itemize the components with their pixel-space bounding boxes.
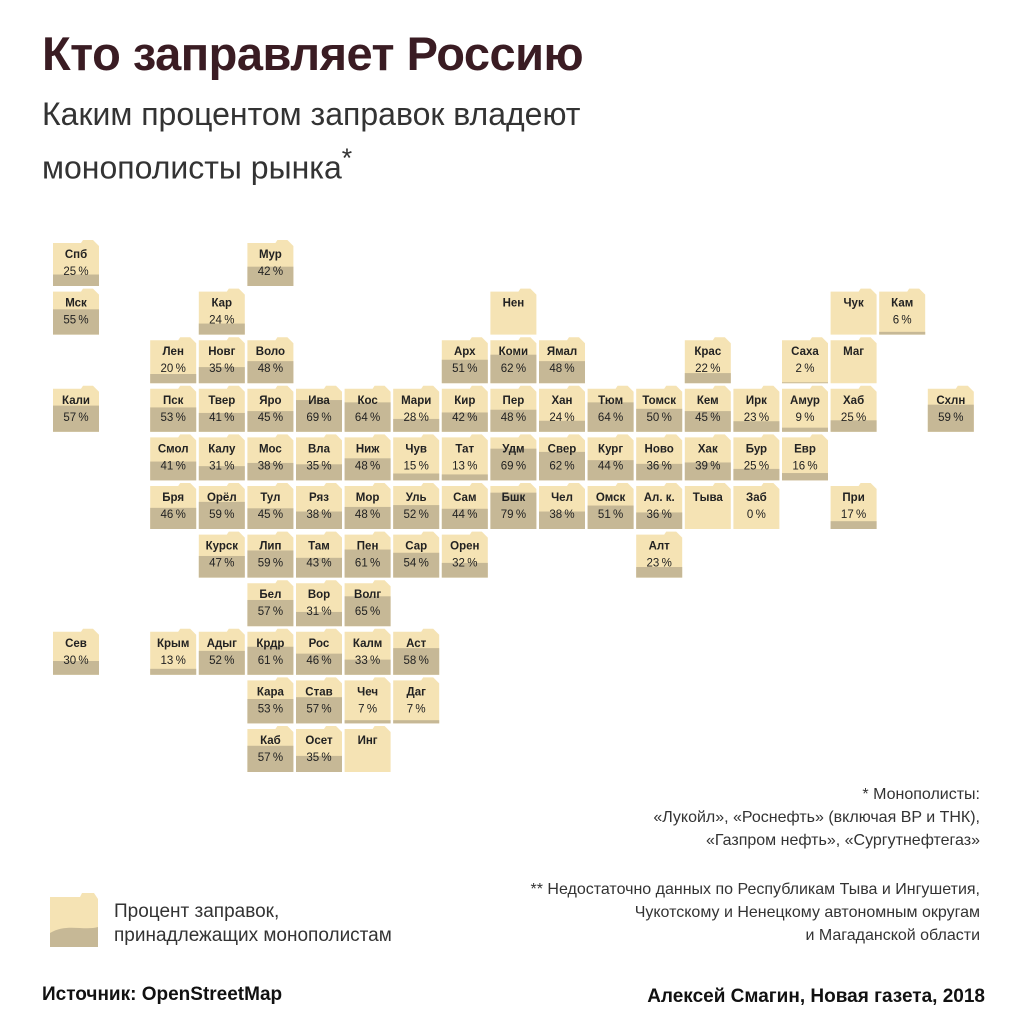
region-value: 62 %: [549, 460, 575, 473]
region-tile: [782, 337, 828, 383]
region-label: Калм: [352, 637, 383, 650]
region-tile: [199, 532, 245, 578]
region-value: 48 %: [549, 363, 575, 376]
region-label: Крас: [694, 346, 722, 359]
region-tile: [879, 289, 925, 335]
region-tile-bg: [685, 483, 731, 529]
region-tile-bg: [345, 677, 391, 723]
region-label: Лен: [162, 346, 184, 359]
region-value: 36 %: [646, 460, 672, 473]
region-tile: [247, 240, 293, 286]
region-value: 45 %: [257, 411, 284, 424]
region-tile: [296, 386, 342, 432]
region-value: 20 %: [160, 363, 186, 376]
region-fill-bar: [393, 474, 439, 481]
region-tile: [296, 532, 342, 578]
region-label: Пер: [502, 394, 525, 407]
region-label: Евр: [794, 443, 816, 456]
region-fill-bar: [879, 332, 925, 335]
region-tile: [588, 434, 634, 480]
region-label: Новг: [208, 346, 236, 359]
region-tile: [490, 337, 536, 383]
monopolists-note: [653, 783, 980, 852]
region-value: 53 %: [160, 411, 186, 424]
region-fill-bar: [150, 669, 196, 675]
region-label: Нен: [502, 297, 525, 310]
region-value: 38 %: [257, 460, 284, 473]
region-label: Ирк: [745, 394, 767, 407]
region-tile: [782, 434, 828, 480]
region-value: 52 %: [209, 654, 235, 667]
region-label: Ново: [644, 443, 674, 456]
region-tile: [685, 386, 731, 432]
region-value: 51 %: [597, 509, 624, 521]
monopolists-note-title: * Монополисты:: [862, 786, 980, 803]
region-tile: [442, 434, 488, 480]
region-tile: [831, 289, 877, 335]
region-value: 59 %: [209, 509, 235, 521]
region-tile: [782, 386, 828, 432]
region-value: 0 %: [746, 509, 766, 521]
region-value: 46 %: [160, 509, 186, 521]
region-label: Хан: [551, 394, 573, 407]
region-label: Кам: [891, 297, 914, 310]
legend-canister-icon: [46, 893, 102, 947]
region-tile: [685, 483, 731, 529]
region-value: 16 %: [792, 460, 818, 473]
region-value: 2 %: [795, 363, 815, 376]
region-value: 13 %: [160, 654, 186, 667]
region-tile: [733, 386, 779, 432]
region-tile: [150, 629, 196, 675]
region-value: 57 %: [257, 606, 284, 619]
region-label: Омск: [595, 492, 626, 504]
region-tile: [53, 289, 99, 335]
region-value: 9 %: [795, 411, 815, 424]
region-tile: [490, 289, 536, 335]
region-fill-bar: [782, 382, 828, 383]
region-value: 61 %: [354, 557, 381, 570]
region-tile: [539, 434, 585, 480]
region-value: 32 %: [452, 557, 478, 570]
region-label: Кург: [598, 443, 624, 456]
region-label: Смол: [157, 443, 189, 456]
region-label: Мск: [65, 297, 87, 310]
region-tile: [247, 532, 293, 578]
region-value: 43 %: [306, 557, 332, 570]
region-tile: [150, 337, 196, 383]
region-tile: [490, 434, 536, 480]
region-label: Орёл: [206, 492, 237, 504]
region-tile-bg: [733, 483, 779, 529]
region-value: 41 %: [160, 460, 186, 473]
region-value: 59 %: [257, 557, 284, 570]
region-label: Кос: [357, 394, 378, 407]
legend-label-line1: Процент заправок,: [114, 901, 280, 922]
region-label: Мари: [401, 394, 432, 407]
region-label: Ива: [308, 394, 330, 407]
region-tile: [831, 386, 877, 432]
region-value: 57 %: [306, 703, 332, 716]
region-label: Бря: [162, 492, 185, 504]
subtitle-text: Каким процентом заправок владеют монополисты рынка: [42, 96, 581, 186]
region-tile: [685, 434, 731, 480]
region-label: Чеч: [357, 686, 379, 699]
region-label: Лип: [259, 540, 282, 553]
region-value: 48 %: [354, 460, 381, 473]
region-label: Тюм: [598, 394, 624, 407]
region-value: 58 %: [403, 654, 429, 667]
page-title: Кто заправляет Россию: [42, 27, 584, 80]
region-value: 50 %: [646, 411, 672, 424]
region-value: 69 %: [500, 460, 527, 473]
region-label: Рос: [308, 637, 330, 650]
region-value: 61 %: [257, 654, 284, 667]
region-label: Инг: [357, 735, 378, 747]
region-tile: [296, 726, 342, 772]
region-value: 47 %: [209, 557, 235, 570]
region-value: 23 %: [743, 411, 770, 424]
region-value: 31 %: [209, 460, 235, 473]
region-label: Кир: [454, 394, 476, 407]
region-fill-bar: [345, 720, 391, 723]
region-tile: [345, 629, 391, 675]
region-label: Мур: [258, 249, 282, 261]
region-label: Крым: [157, 637, 190, 650]
legend-label: [114, 900, 392, 948]
region-label: Кар: [211, 297, 233, 310]
region-label: Бшк: [501, 492, 526, 504]
region-fill-bar: [150, 374, 196, 383]
region-label: Томск: [642, 394, 677, 407]
region-tile: [199, 386, 245, 432]
region-tile: [393, 483, 439, 529]
region-tile: [685, 337, 731, 383]
missing-data-note-line2: Чукотскому и Ненецкому автономным округам: [634, 904, 980, 921]
region-tile: [150, 386, 196, 432]
region-tile: [588, 483, 634, 529]
region-label: Бур: [745, 443, 768, 456]
region-label: Ал. к.: [643, 492, 675, 504]
region-label: Калу: [208, 443, 236, 456]
region-label: Свер: [547, 443, 577, 456]
region-value: 30 %: [63, 654, 89, 667]
region-tile: [345, 677, 391, 723]
region-value: 13 %: [452, 460, 478, 473]
region-tile-bg: [782, 337, 828, 383]
region-label: Кара: [256, 686, 284, 699]
region-tile: [247, 580, 293, 626]
region-label: Бел: [259, 589, 282, 602]
region-value: 54 %: [403, 557, 429, 570]
region-value: 48 %: [500, 411, 527, 424]
region-label: Сам: [453, 492, 477, 504]
region-tile: [247, 483, 293, 529]
region-tile: [199, 337, 245, 383]
region-tile: [345, 580, 391, 626]
region-label: Тул: [260, 492, 281, 504]
region-label: Чук: [843, 297, 864, 310]
region-value: 23 %: [646, 557, 672, 570]
region-label: Коми: [498, 346, 529, 359]
region-value: 35 %: [306, 460, 332, 473]
region-label: Спб: [64, 249, 88, 261]
missing-data-note-line3: и Магаданской области: [805, 927, 980, 944]
region-label: Кали: [62, 394, 90, 407]
region-label: Мос: [258, 443, 282, 456]
region-tile: [345, 386, 391, 432]
region-tile: [442, 483, 488, 529]
source-label: Источник: OpenStreetMap: [42, 984, 283, 1005]
region-tile: [636, 532, 682, 578]
region-label: Сев: [65, 637, 87, 650]
region-tile-bg: [442, 434, 488, 480]
region-tile: [539, 337, 585, 383]
region-value: 62 %: [500, 363, 527, 376]
region-label: Крдр: [256, 637, 285, 650]
region-label: Даг: [406, 686, 426, 699]
region-label: При: [842, 492, 865, 504]
region-tile: [588, 386, 634, 432]
region-fill-bar: [442, 474, 488, 480]
region-value: 46 %: [306, 654, 332, 667]
region-value: 59 %: [938, 411, 964, 424]
region-value: 22 %: [695, 363, 721, 376]
region-tile: [490, 386, 536, 432]
region-value: 69 %: [306, 411, 332, 424]
region-tile-bg: [345, 726, 391, 772]
region-label: Удм: [502, 443, 525, 456]
region-label: Орен: [450, 540, 480, 553]
legend-label-line2: принадлежащих монополистам: [114, 925, 392, 946]
region-value: 48 %: [257, 363, 284, 376]
region-tile: [199, 289, 245, 335]
region-value: 24 %: [209, 314, 235, 327]
region-label: Кем: [696, 394, 719, 407]
region-value: 57 %: [63, 411, 89, 424]
region-tile: [831, 337, 877, 383]
region-label: Пск: [162, 394, 184, 407]
region-tile: [928, 386, 974, 432]
region-tile: [247, 677, 293, 723]
region-value: 7 %: [406, 703, 426, 716]
region-value: 44 %: [597, 460, 624, 473]
region-label: Став: [305, 686, 333, 699]
region-label: Хаб: [843, 394, 865, 407]
region-tile: [247, 726, 293, 772]
region-label: Арх: [454, 346, 476, 359]
region-tile: [247, 629, 293, 675]
region-value: 64 %: [354, 411, 381, 424]
region-label: Чел: [551, 492, 573, 504]
region-value: 48 %: [354, 509, 381, 521]
region-tile: [733, 434, 779, 480]
region-label: Вла: [307, 443, 331, 456]
region-tile: [345, 434, 391, 480]
region-tile: [150, 434, 196, 480]
monopolists-note-line1: «Лукойл», «Роснефть» (включая BP и ТНК),: [653, 809, 980, 826]
region-tile: [53, 629, 99, 675]
region-value: 6 %: [892, 314, 912, 327]
subtitle-footnote-mark: *: [341, 143, 353, 173]
region-value: 24 %: [549, 411, 575, 424]
region-tile: [393, 677, 439, 723]
region-label: Твер: [208, 394, 236, 407]
region-value: 51 %: [452, 363, 478, 376]
region-value: 57 %: [257, 752, 284, 764]
region-tile: [296, 580, 342, 626]
region-value: 65 %: [354, 606, 381, 619]
region-value: 28 %: [403, 411, 429, 424]
region-value: 35 %: [306, 752, 332, 764]
region-tile: [636, 386, 682, 432]
region-tile: [636, 434, 682, 480]
region-value: 64 %: [597, 411, 624, 424]
region-value: 33 %: [354, 654, 381, 667]
monopolists-note-line2: «Газпром нефть», «Сургутнефтегаз»: [706, 832, 980, 849]
region-tile: [539, 483, 585, 529]
region-value: 52 %: [403, 509, 429, 521]
region-tile-bg: [393, 677, 439, 723]
region-fill-bar: [393, 720, 439, 723]
region-value: 36 %: [646, 509, 672, 521]
region-value: 25 %: [840, 411, 867, 424]
region-tile: [296, 483, 342, 529]
region-value: 41 %: [209, 411, 235, 424]
region-tile: [733, 483, 779, 529]
region-label: Там: [308, 540, 330, 553]
region-label: Схлн: [936, 394, 966, 407]
region-label: Пен: [356, 540, 379, 553]
region-label: Аст: [406, 637, 427, 650]
region-value: 35 %: [209, 363, 235, 376]
region-label: Тыва: [692, 492, 723, 504]
region-tile: [393, 434, 439, 480]
region-value: 17 %: [840, 509, 867, 521]
region-tile: [442, 337, 488, 383]
region-tile: [53, 386, 99, 432]
region-label: Заб: [746, 492, 767, 504]
region-tile-bg: [879, 289, 925, 335]
region-tile: [247, 386, 293, 432]
region-value: 79 %: [500, 509, 527, 521]
region-label: Ниж: [355, 443, 380, 456]
region-tile: [247, 434, 293, 480]
region-tile: [345, 726, 391, 772]
region-tile: [199, 483, 245, 529]
region-tile: [831, 483, 877, 529]
region-value: 25 %: [743, 460, 770, 473]
missing-data-note: [531, 878, 981, 947]
region-value: 39 %: [695, 460, 721, 473]
region-label: Вор: [307, 589, 331, 602]
region-value: 45 %: [257, 509, 284, 521]
region-fill-bar: [782, 428, 828, 432]
region-label: Тат: [455, 443, 475, 456]
region-label: Хак: [697, 443, 718, 456]
region-fill-bar: [831, 521, 877, 529]
region-label: Ямал: [546, 346, 578, 359]
region-label: Сар: [405, 540, 428, 553]
region-label: Курск: [205, 540, 239, 553]
credit-label: Алексей Смагин, Новая газета, 2018: [647, 986, 985, 1007]
region-label: Амур: [790, 394, 820, 407]
region-label: Саха: [791, 346, 819, 359]
region-value: 7 %: [358, 703, 378, 716]
region-label: Чув: [405, 443, 427, 456]
region-label: Алт: [648, 540, 670, 553]
region-label: Яро: [259, 394, 282, 407]
region-tile: [442, 386, 488, 432]
region-value: 42 %: [452, 411, 478, 424]
region-tile: [442, 532, 488, 578]
region-value: 55 %: [63, 314, 89, 327]
region-value: 45 %: [695, 411, 721, 424]
region-label: Уль: [405, 492, 427, 504]
region-value: 42 %: [257, 266, 284, 278]
region-tile: [150, 483, 196, 529]
region-tile: [636, 483, 682, 529]
region-tile: [247, 337, 293, 383]
region-tile: [345, 483, 391, 529]
region-tile: [393, 386, 439, 432]
region-tile: [490, 483, 536, 529]
region-label: Каб: [260, 735, 281, 747]
region-tile-bg: [831, 289, 877, 335]
missing-data-note-line1: ** Недостаточно данных по Республикам Тыва и Ингушетия,: [530, 881, 980, 898]
region-tile: [53, 240, 99, 286]
region-label: Маг: [843, 346, 865, 359]
region-value: 15 %: [403, 460, 429, 473]
region-tile: [296, 629, 342, 675]
region-tile: [393, 629, 439, 675]
region-label: Волг: [354, 589, 382, 602]
region-tile: [393, 532, 439, 578]
region-label: Воло: [255, 346, 286, 359]
region-value: 25 %: [63, 266, 89, 278]
region-value: 44 %: [452, 509, 478, 521]
region-tile: [539, 386, 585, 432]
region-tile-bg: [782, 386, 828, 432]
region-label: Адыг: [206, 637, 237, 650]
region-value: 38 %: [306, 509, 332, 521]
region-value: 31 %: [306, 606, 332, 619]
region-tile: [296, 434, 342, 480]
region-label: Осет: [305, 735, 333, 747]
region-value: 53 %: [257, 703, 284, 716]
region-tile-bg: [150, 629, 196, 675]
region-tile: [345, 532, 391, 578]
region-tile: [296, 677, 342, 723]
region-tile-bg: [490, 289, 536, 335]
region-label: Мор: [355, 492, 380, 504]
region-value: 38 %: [549, 509, 575, 521]
region-tile: [199, 434, 245, 480]
region-label: Ряз: [309, 492, 329, 504]
region-tile-bg: [831, 337, 877, 383]
region-tile: [199, 629, 245, 675]
region-fill-bar: [782, 473, 828, 480]
